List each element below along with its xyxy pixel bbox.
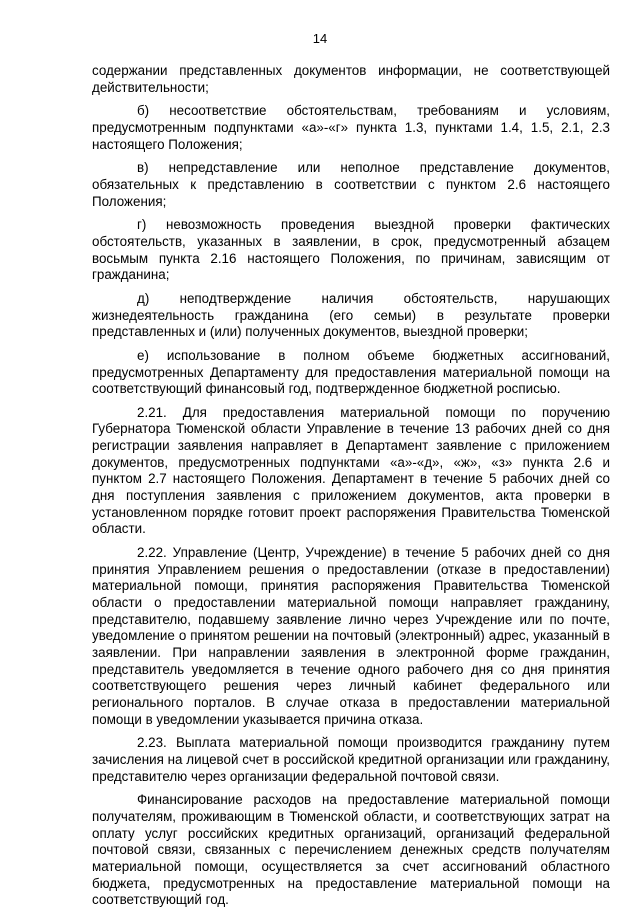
paragraph-item-g: г) невозможность проведения выездной проверки фактических обстоятельств, указанных в заявлении, в срок, предусмотренный абзацем восьмым пункта 2.16 настоящего Положения, по причинам, зависящим от гражданина; bbox=[92, 217, 610, 283]
document-body bbox=[92, 63, 610, 909]
page-number: 14 bbox=[312, 31, 328, 46]
paragraph-continuation: содержании представленных документов информации, не соответствующей действительности; bbox=[92, 63, 610, 95]
paragraph-2-22: 2.22. Управление (Центр, Учреждение) в течение 5 рабочих дней со дня принятия Управлением решения о предоставлении (отказе в предоставлении) материальной помощи, принятия распоряжения Правительства Тюменской области о предоставлении материальной помощи направляет гражданину, представителю, подавшему заявление лично через Учреждение или по почте, уведомление о принятом решении на почтовый (электронный) адрес, указанный в заявлении. При направлении заявления в электронной форме гражданин, представитель уведомляется в течение одного рабочего дня со дня принятия соответствующего решения через личный кабинет федерального или регионального порталов. В случае отказа в предоставлении материальной помощи в уведомлении указывается причина отказа. bbox=[92, 545, 610, 727]
paragraph-item-b: б) несоответствие обстоятельствам, требованиям и условиям, предусмотренным подпунктами «а»-«г» пункта 1.3, пунктами 1.4, 1.5, 2.1, 2.3 настоящего Положения; bbox=[92, 103, 610, 152]
paragraph-financing: Финансирование расходов на предоставление материальной помощи получателям, проживающим в Тюменской области, и соответствующих затрат на оплату услуг российских кредитных организаций, организаций федеральной почтовой связи, связанных с перечислением денежных средств получателям материальной помощи, осуществляется за счет ассигнований областного бюджета, предусмотренных на предоставление материальной помощи на соответствующий год. bbox=[92, 792, 610, 908]
paragraph-2-23: 2.23. Выплата материальной помощи производится гражданину путем зачисления на лицевой счет в российской кредитной организации или гражданину, представителю через организации федеральной почтовой связи. bbox=[92, 735, 610, 784]
paragraph-item-d: д) неподтверждение наличия обстоятельств, нарушающих жизнедеятельность гражданина (его семьи) в результате проверки представленных и (или) полученных документов, выездной проверки; bbox=[92, 290, 610, 340]
paragraph-item-v: в) непредставление или неполное представление документов, обязательных к представлению в соответствии с пунктом 2.6 настоящего Положения; bbox=[92, 160, 610, 209]
paragraph-item-e: е) использование в полном объеме бюджетных ассигнований, предусмотренных Департаменту для предоставления материальной помощи на соответствующий финансовый год, подтвержденное бюджетной росписью. bbox=[92, 347, 610, 397]
paragraph-2-21: 2.21. Для предоставления материальной помощи по поручению Губернатора Тюменской области Управление в течение 13 рабочих дней со дня регистрации заявления направляет в Департамент заявление с приложением документов, предусмотренных подпунктами «а»-«д», «ж», «з» пункта 2.6 и пунктом 2.7 настоящего Положения. Департамент в течение 5 рабочих дней со дня поступления заявления с приложением документов, акта проверки в установленном порядке готовит проект распоряжения Правительства Тюменской области. bbox=[92, 404, 610, 537]
